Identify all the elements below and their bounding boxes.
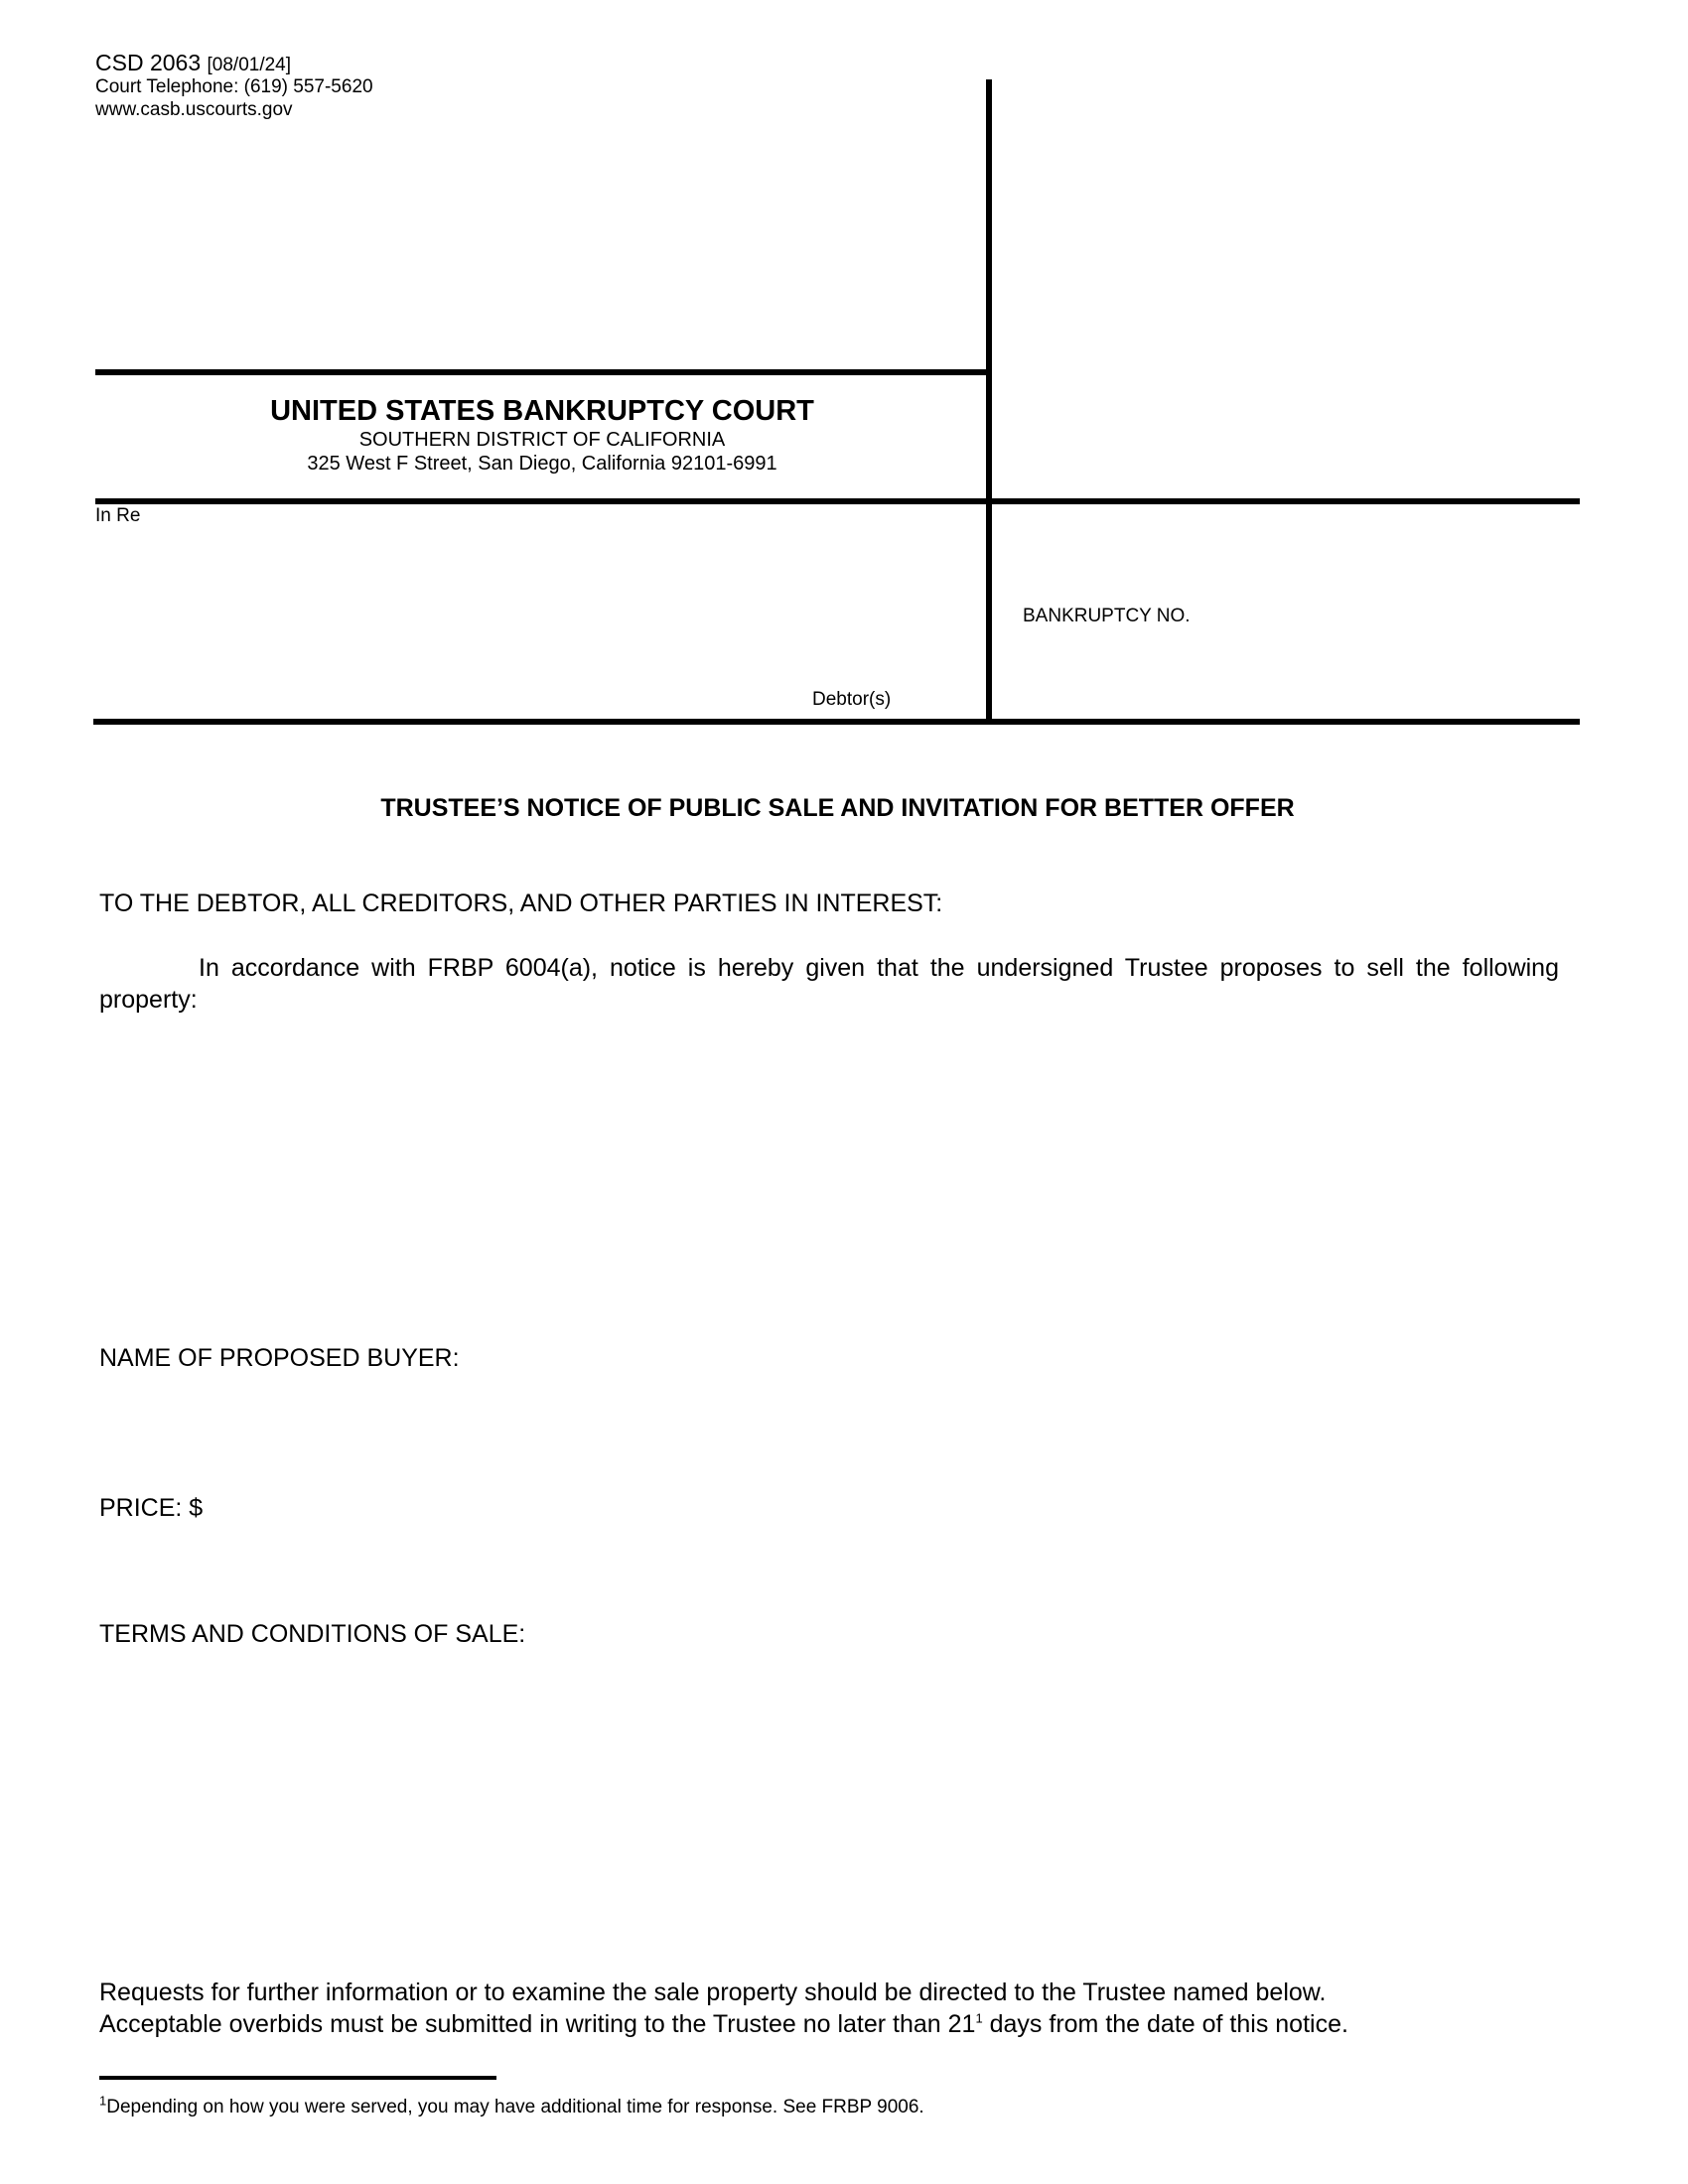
proposed-buyer-label: NAME OF PROPOSED BUYER: [99,1344,460,1372]
court-block [95,394,989,476]
overbid-line [99,2008,1348,2040]
salutation: TO THE DEBTOR, ALL CREDITORS, AND OTHER PARTIES IN INTEREST: [99,889,943,917]
footnote [99,2093,924,2118]
footnote-separator [99,2076,496,2080]
overbid-line-post: days from the date of this notice. [982,2010,1348,2038]
form-date: [08/01/24] [207,55,292,75]
court-header-top-rule [95,369,989,375]
caption-bottom-rule [93,719,1580,725]
court-name: UNITED STATES BANKRUPTCY COURT [270,395,814,427]
footnote-reference: 1 [975,2010,983,2026]
terms-label: TERMS AND CONDITIONS OF SALE: [99,1620,526,1648]
court-address: 325 West F Street, San Diego, California 92101-6991 [307,453,777,475]
court-website: www.casb.uscourts.gov [95,99,293,120]
bankruptcy-no-label: BANKRUPTCY NO. [1023,606,1191,626]
price-label: PRICE: $ [99,1494,204,1522]
court-header-bottom-rule [95,498,1580,504]
court-district: SOUTHERN DISTRICT OF CALIFORNIA [358,429,726,451]
requests-line: Requests for further information or to examine the sale property should be directed to the Trustee named below. [99,1979,1327,2006]
document-title: TRUSTEE’S NOTICE OF PUBLIC SALE AND INVITATION FOR BETTER OFFER [380,794,1295,822]
intro-paragraph [99,952,1559,1016]
footnote-marker: 1 [99,2093,107,2109]
court-telephone: Court Telephone: (619) 557-5620 [95,76,373,97]
form-number [95,50,291,76]
intro-paragraph-text: In accordance with FRBP 6004(a), notice is hereby given that the undersigned Trustee proposes to sell the following property: [99,954,1559,1014]
debtor-label: Debtor(s) [812,689,892,710]
form-number-text: CSD 2063 [95,50,202,75]
overbid-line-pre: Acceptable overbids must be submitted in writing to the Trustee no later than 21 [99,2010,976,2038]
footnote-text: Depending on how you were served, you may have additional time for response. See FRBP 9006. [106,2097,924,2117]
in-re-label: In Re [95,505,141,526]
